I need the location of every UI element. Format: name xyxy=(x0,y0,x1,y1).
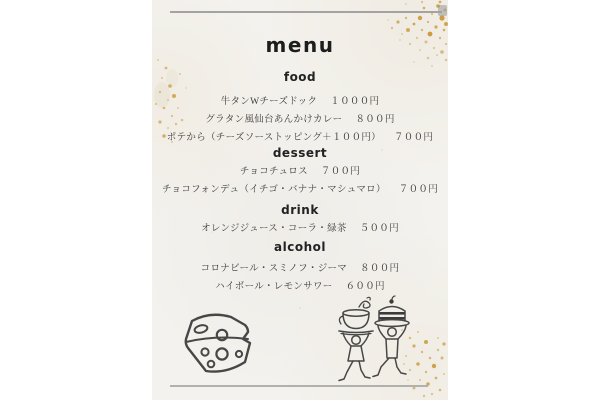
item-name: ハイボール・レモンサワー xyxy=(215,282,333,292)
menu-item xyxy=(152,181,448,195)
item-price: ６００円 xyxy=(345,282,385,292)
menu-item xyxy=(152,260,448,274)
menu-item xyxy=(152,220,448,234)
item-name: チョコフォンデュ（イチゴ・バナナ・マシュマロ） xyxy=(162,185,386,195)
item-name: オレンジジュース・コーラ・緑茶 xyxy=(201,224,347,234)
item-price: ５００円 xyxy=(359,224,399,234)
section-header-drink: drink xyxy=(281,203,319,217)
item-price: ７００円 xyxy=(398,185,438,195)
section-header-dessert: dessert xyxy=(272,146,328,160)
item-price: ８００円 xyxy=(355,115,395,125)
item-name: 牛タンWチーズドック xyxy=(220,97,318,107)
item-name: チョコチュロス xyxy=(239,167,308,177)
item-price: ７００円 xyxy=(393,133,434,143)
bottom-divider xyxy=(170,385,428,387)
section-header-food: food xyxy=(283,70,317,84)
item-price: ７００円 xyxy=(320,167,361,177)
page-title: menu xyxy=(265,33,335,57)
coffee-cup-carrier-icon xyxy=(339,297,373,380)
menu-item xyxy=(152,129,448,143)
cake-carrier-icon xyxy=(373,296,409,377)
coffee-and-cake-carriers-illustration xyxy=(334,295,416,389)
menu-item xyxy=(152,163,448,177)
menu-item xyxy=(152,111,448,125)
item-price: １０００円 xyxy=(330,97,380,107)
item-price: ８００円 xyxy=(360,264,400,274)
item-name: コロナビール・スミノフ・ジーマ xyxy=(200,264,348,274)
item-name: グラタン風仙台あんかけカレー xyxy=(205,115,343,125)
menu-paper xyxy=(152,0,448,400)
menu-item xyxy=(152,93,448,107)
item-name: ポテから（チーズソーストッピング＋１００円） xyxy=(166,133,381,143)
section-header-alcohol: alcohol xyxy=(274,240,326,254)
menu-item xyxy=(152,278,448,292)
gold-splatter-decoration xyxy=(152,0,448,400)
top-divider xyxy=(170,11,442,13)
cheese-icon xyxy=(176,306,260,378)
